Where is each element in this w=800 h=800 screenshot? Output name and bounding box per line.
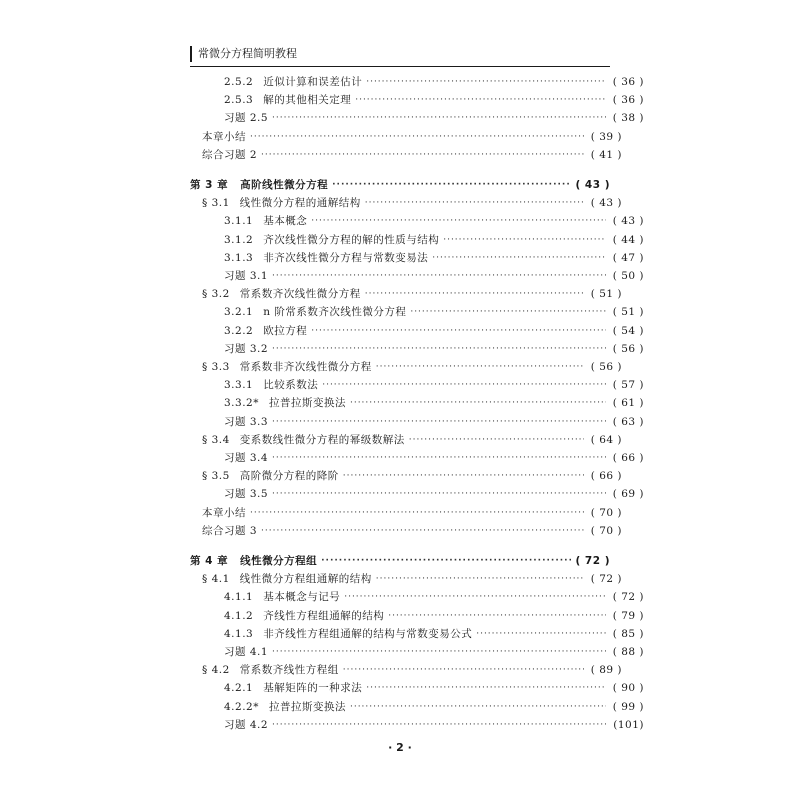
toc-entry-title: 习题 4.2 <box>224 718 269 731</box>
toc-entry-title: 齐线性方程组通解的结构 <box>263 609 385 622</box>
toc-entry-number: 第 4 章 <box>190 555 229 567</box>
toc-entry-number: 4.1.1 <box>224 591 254 604</box>
dot-leader <box>272 449 606 467</box>
dot-leader <box>388 607 606 625</box>
toc-entry-number: 3.2.1 <box>224 306 254 319</box>
toc-entry <box>190 194 622 212</box>
dot-leader <box>261 522 584 540</box>
toc-entry-number: 3.3.1 <box>224 379 254 392</box>
toc-chapter-row <box>190 552 610 570</box>
toc-page-number: ( 88 ) <box>612 646 644 658</box>
toc-entry-title: 习题 3.1 <box>224 270 269 282</box>
toc-entry <box>190 449 644 467</box>
dot-leader <box>332 176 571 194</box>
toc-entry-title: 非齐线性方程组通解的结构与常数变易公式 <box>263 627 473 640</box>
dot-leader <box>365 194 584 212</box>
toc-entry-number: 3.1.1 <box>224 215 254 228</box>
toc-entry-number: § 3.2 <box>202 288 230 301</box>
toc-page-number: ( 64 ) <box>590 433 622 446</box>
toc-entry <box>190 128 622 146</box>
toc-entry-title: 线性微分方程的通解结构 <box>239 197 361 210</box>
toc-page-number: ( 47 ) <box>612 251 644 264</box>
toc-entry-title: 近似计算和误差估计 <box>263 76 363 88</box>
toc-page-number: ( 90 ) <box>612 682 644 695</box>
toc-entry-number: § 3.3 <box>202 361 230 373</box>
dot-leader <box>476 625 606 643</box>
dot-leader <box>261 146 584 164</box>
dot-leader <box>365 285 584 303</box>
toc-page-number: ( 39 ) <box>590 130 622 143</box>
toc-entry-number: § 4.1 <box>202 573 230 586</box>
toc-page-number: ( 85 ) <box>612 627 644 640</box>
toc-entry-title: 比较系数法 <box>263 379 319 392</box>
toc-entry <box>190 358 622 376</box>
toc-entry <box>190 607 644 625</box>
dot-leader <box>443 231 606 249</box>
toc-entry-title: 习题 2.5 <box>224 112 269 125</box>
toc-entry <box>190 522 622 540</box>
toc-entry-number: 4.1.2 <box>224 609 254 622</box>
toc-page-number: ( 72 ) <box>590 573 622 586</box>
toc-entry <box>190 431 622 449</box>
toc-entry <box>190 249 644 267</box>
dot-leader <box>311 322 606 340</box>
toc-entry-title: 高阶线性微分方程 <box>240 179 329 191</box>
dot-leader <box>350 698 606 716</box>
toc-entry <box>190 625 644 643</box>
dot-leader <box>366 679 606 697</box>
dot-leader <box>344 588 606 606</box>
toc-entry-title: 拉普拉斯变换法 <box>268 397 346 410</box>
toc-page-number: ( 54 ) <box>612 324 644 337</box>
toc-chapter-row <box>190 176 610 194</box>
toc-entry <box>190 231 644 249</box>
toc-entry <box>190 285 622 303</box>
toc-page-number: ( 56 ) <box>590 361 622 373</box>
toc-entry <box>190 588 644 606</box>
toc-entry-number: 2.5.2 <box>224 76 254 88</box>
toc-page-number: ( 57 ) <box>612 379 644 392</box>
toc-entry <box>190 322 644 340</box>
dot-leader <box>376 358 584 376</box>
toc-entry <box>190 91 644 109</box>
toc-entry <box>190 643 644 661</box>
toc-page-number: ( 36 ) <box>612 76 644 88</box>
toc-entry-title: 常系数齐线性方程组 <box>239 664 339 677</box>
toc-page-number: ( 38 ) <box>612 112 644 125</box>
dot-leader <box>409 431 584 449</box>
dot-leader <box>343 467 584 485</box>
toc-entry-title: 非齐次线性微分方程与常数变易法 <box>263 251 429 264</box>
dot-leader <box>376 570 584 588</box>
toc-entry <box>190 109 644 127</box>
toc-entry-title: 本章小结 <box>202 506 246 519</box>
toc-page-number: ( 43 ) <box>590 197 622 210</box>
toc-entry <box>190 504 622 522</box>
dot-leader <box>272 716 606 734</box>
toc-entry-title: 习题 3.5 <box>224 488 269 501</box>
toc-entry-title: 解的其他相关定理 <box>263 94 352 107</box>
dot-leader <box>410 303 606 321</box>
toc-entry-title: 常系数齐次线性微分方程 <box>239 288 361 301</box>
toc-entry-title: 习题 4.1 <box>224 646 269 658</box>
toc-page-number: ( 36 ) <box>612 94 644 107</box>
toc-page-number: ( 66 ) <box>612 452 644 464</box>
toc-entry <box>190 679 644 697</box>
toc-entry-number: 4.1.3 <box>224 627 254 640</box>
dot-leader <box>343 661 584 679</box>
toc-page-number: ( 41 ) <box>590 148 622 161</box>
toc-page-number: ( 66 ) <box>590 470 622 483</box>
running-header <box>190 46 297 62</box>
toc-page-number: ( 99 ) <box>612 700 644 713</box>
toc-entry-number: 3.3.2* <box>224 397 259 410</box>
toc-entry-title: 本章小结 <box>202 130 246 143</box>
toc-entry-title: 线性微分方程组 <box>240 555 318 567</box>
toc-entry <box>190 394 644 412</box>
toc-entry <box>190 73 644 91</box>
dot-leader <box>272 413 606 431</box>
toc-entry-number: 3.1.3 <box>224 251 254 264</box>
toc-entry-title: 基本概念 <box>263 215 308 228</box>
book-title: 常微分方程简明教程 <box>198 47 297 60</box>
dot-leader <box>311 212 606 230</box>
toc-entry <box>190 376 644 394</box>
toc-page-number: ( 89 ) <box>590 664 622 677</box>
toc-page-number: ( 72 ) <box>575 555 610 567</box>
toc-entry-title: 变系数线性微分方程的幂级数解法 <box>239 433 405 446</box>
toc-page-number: ( 51 ) <box>612 306 644 319</box>
dot-leader <box>250 128 584 146</box>
toc-entry-title: 高阶微分方程的降阶 <box>239 470 339 483</box>
toc-entry-title: 常系数非齐次线性微分方程 <box>239 361 372 373</box>
dot-leader <box>272 109 606 127</box>
dot-leader <box>322 376 606 394</box>
dot-leader <box>272 643 606 661</box>
toc-page-number: ( 79 ) <box>612 609 644 622</box>
toc-page-number: ( 50 ) <box>612 270 644 282</box>
toc-entry-title: 基解矩阵的一种求法 <box>263 682 363 695</box>
dot-leader <box>272 267 606 285</box>
toc-entry <box>190 413 644 431</box>
toc-entry-title: 齐次线性微分方程的解的性质与结构 <box>263 233 440 246</box>
toc-entry-number: § 3.4 <box>202 433 230 446</box>
toc-entry-title: 线性微分方程组通解的结构 <box>239 573 372 586</box>
toc-entry-title: 习题 3.4 <box>224 452 269 464</box>
toc-entry-title: n 阶常系数齐次线性微分方程 <box>263 306 407 319</box>
toc-entry-title: 习题 3.2 <box>224 342 269 355</box>
toc-entry-title: 综合习题 2 <box>202 148 258 161</box>
toc-entry <box>190 661 622 679</box>
toc-page-number: ( 70 ) <box>590 506 622 519</box>
toc-entry <box>190 716 644 734</box>
toc-entry-number: 2.5.3 <box>224 94 254 107</box>
toc-entry-number: § 3.5 <box>202 470 230 483</box>
dot-leader <box>250 504 584 522</box>
toc-page-number: ( 72 ) <box>612 591 644 604</box>
toc-page-number: ( 63 ) <box>612 415 644 428</box>
toc-entry-number: 3.1.2 <box>224 233 254 246</box>
toc-page-number: ( 43 ) <box>612 215 644 228</box>
toc-page-number: ( 44 ) <box>612 233 644 246</box>
dot-leader <box>432 249 606 267</box>
toc-entry <box>190 467 622 485</box>
toc-entry-title: 习题 3.3 <box>224 415 269 428</box>
toc-page-number: ( 61 ) <box>612 397 644 410</box>
dot-leader <box>321 552 571 570</box>
toc-entry-title: 拉普拉斯变换法 <box>268 700 346 713</box>
dot-leader <box>272 340 606 358</box>
toc-entry <box>190 698 644 716</box>
dot-leader <box>350 394 606 412</box>
toc-page-number: ( 70 ) <box>590 524 622 537</box>
toc-entry <box>190 146 622 164</box>
toc-entry-number: § 4.2 <box>202 664 230 677</box>
dot-leader <box>366 73 606 91</box>
toc-entry-number: 4.2.2* <box>224 700 259 713</box>
header-rule <box>190 66 610 67</box>
toc-entry <box>190 267 644 285</box>
toc-entry-number: 3.2.2 <box>224 324 254 337</box>
toc-entry <box>190 212 644 230</box>
toc-page-number: ( 69 ) <box>612 488 644 501</box>
dot-leader <box>355 91 606 109</box>
toc-page-number: ( 56 ) <box>612 342 644 355</box>
dot-leader <box>272 485 606 503</box>
page-number: · 2 · <box>388 741 412 754</box>
toc-entry <box>190 303 644 321</box>
toc-entry <box>190 340 644 358</box>
toc-entry <box>190 570 622 588</box>
toc-entry-number: 第 3 章 <box>190 179 229 191</box>
toc-entry-title: 综合习题 3 <box>202 524 258 537</box>
toc-entry-title: 欧拉方程 <box>263 324 308 337</box>
toc-entry-title: 基本概念与记号 <box>263 591 341 604</box>
toc-page-number: ( 43 ) <box>575 179 610 191</box>
toc-page-number: (101) <box>613 718 644 731</box>
toc-entry-number: 4.2.1 <box>224 682 254 695</box>
toc-entry-number: § 3.1 <box>202 197 230 210</box>
toc-entry <box>190 485 644 503</box>
toc-page-number: ( 51 ) <box>590 288 622 301</box>
